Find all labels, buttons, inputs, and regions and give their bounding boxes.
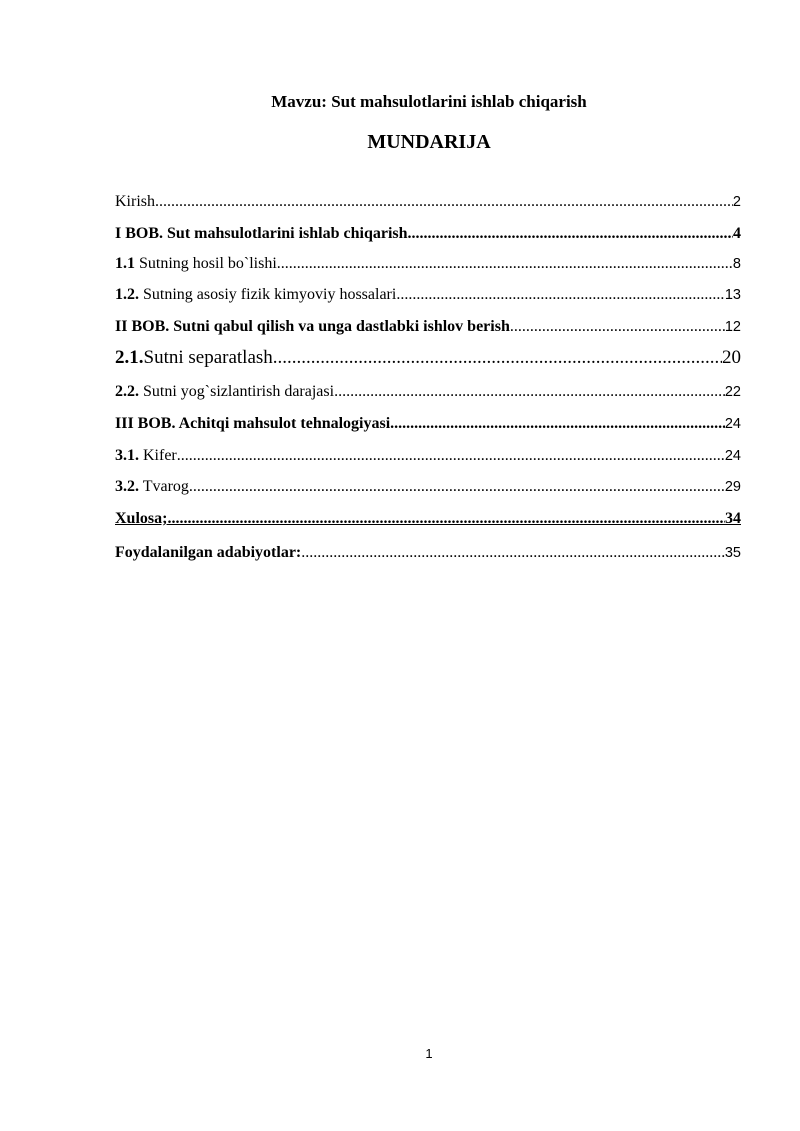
toc-leader	[277, 254, 733, 274]
toc-entry-text: Tvarog	[139, 478, 189, 495]
toc-leader	[301, 543, 725, 563]
toc-page-number: 2	[732, 194, 741, 210]
toc-entry-1-1[interactable]	[115, 254, 741, 274]
toc-entry-chapter-2[interactable]	[115, 317, 741, 337]
toc-page-number: 8	[732, 256, 741, 272]
toc-entry-2-1[interactable]	[115, 347, 741, 369]
toc-leader	[334, 382, 725, 402]
toc-entry-text: Sutni separatlash	[143, 347, 273, 368]
toc-leader	[510, 317, 725, 337]
toc-page-number: 13	[724, 287, 741, 303]
toc-entry-text: III BOB. Achitqi mahsulot tehnalogiyasi	[115, 415, 391, 432]
toc-entry-3-2[interactable]	[115, 477, 741, 497]
toc-entry-number: 2.2.	[115, 383, 139, 400]
page-number: 1	[425, 1046, 433, 1061]
toc-entry-text: I BOB. Sut mahsulotlarini ishlab chiqarish	[115, 225, 408, 242]
toc-entry-text: Sutning hosil bo`lishi	[135, 255, 277, 272]
toc-entry-conclusion[interactable]	[115, 509, 741, 529]
toc-page-number: 24	[724, 416, 741, 432]
toc-entry-kirish[interactable]	[115, 192, 741, 212]
toc-entry-number: 1.1	[115, 255, 135, 272]
toc-page-number: 12	[724, 319, 741, 335]
toc-leader	[390, 414, 725, 434]
subject-title: Mavzu: Sut mahsulotlarini ishlab chiqarish	[271, 92, 587, 111]
toc-entry-text: Kifer	[139, 447, 177, 464]
toc-page-number: 24	[724, 448, 741, 464]
toc-page-number: 4	[733, 225, 741, 242]
contents-heading: MUNDARIJA	[367, 131, 491, 153]
toc-entry-1-2[interactable]	[115, 285, 741, 305]
toc-entry-3-1[interactable]	[115, 446, 741, 466]
toc-leader	[177, 446, 725, 466]
toc-page-number: 22	[724, 384, 741, 400]
toc-page-number: 20	[722, 347, 741, 368]
toc-leader	[189, 477, 725, 497]
toc-entry-chapter-3[interactable]	[115, 414, 741, 434]
toc-leader	[167, 509, 725, 529]
toc-leader	[408, 224, 733, 244]
toc-entry-2-2[interactable]	[115, 382, 741, 402]
toc-page-number: 29	[724, 479, 741, 495]
toc-entry-text: Kirish	[115, 193, 155, 210]
toc-entry-number: 3.2.	[115, 478, 139, 495]
toc-entry-text: Sutni yog`sizlantirish darajasi	[139, 383, 335, 400]
toc-entry-text: II BOB. Sutni qabul qilish va unga dastlabki ishlov berish	[115, 318, 510, 335]
toc-entry-text: Xulosa;	[115, 510, 168, 527]
toc-entry-references[interactable]	[115, 543, 741, 563]
toc-entry-text: Foydalanilgan adabiyotlar:	[115, 544, 302, 561]
toc-entry-text: Sutning asosiy fizik kimyoviy hossalari	[139, 286, 397, 303]
toc-entry-number: 1.2.	[115, 286, 139, 303]
toc-leader	[273, 347, 722, 369]
toc-page-number: 35	[724, 545, 741, 561]
toc-page-number: 34	[725, 510, 741, 527]
toc-leader	[396, 285, 725, 305]
toc-entry-number: 2.1.	[115, 347, 144, 368]
toc-leader	[155, 192, 733, 212]
toc-entry-chapter-1[interactable]	[115, 224, 741, 244]
toc-entry-number: 3.1.	[115, 447, 139, 464]
